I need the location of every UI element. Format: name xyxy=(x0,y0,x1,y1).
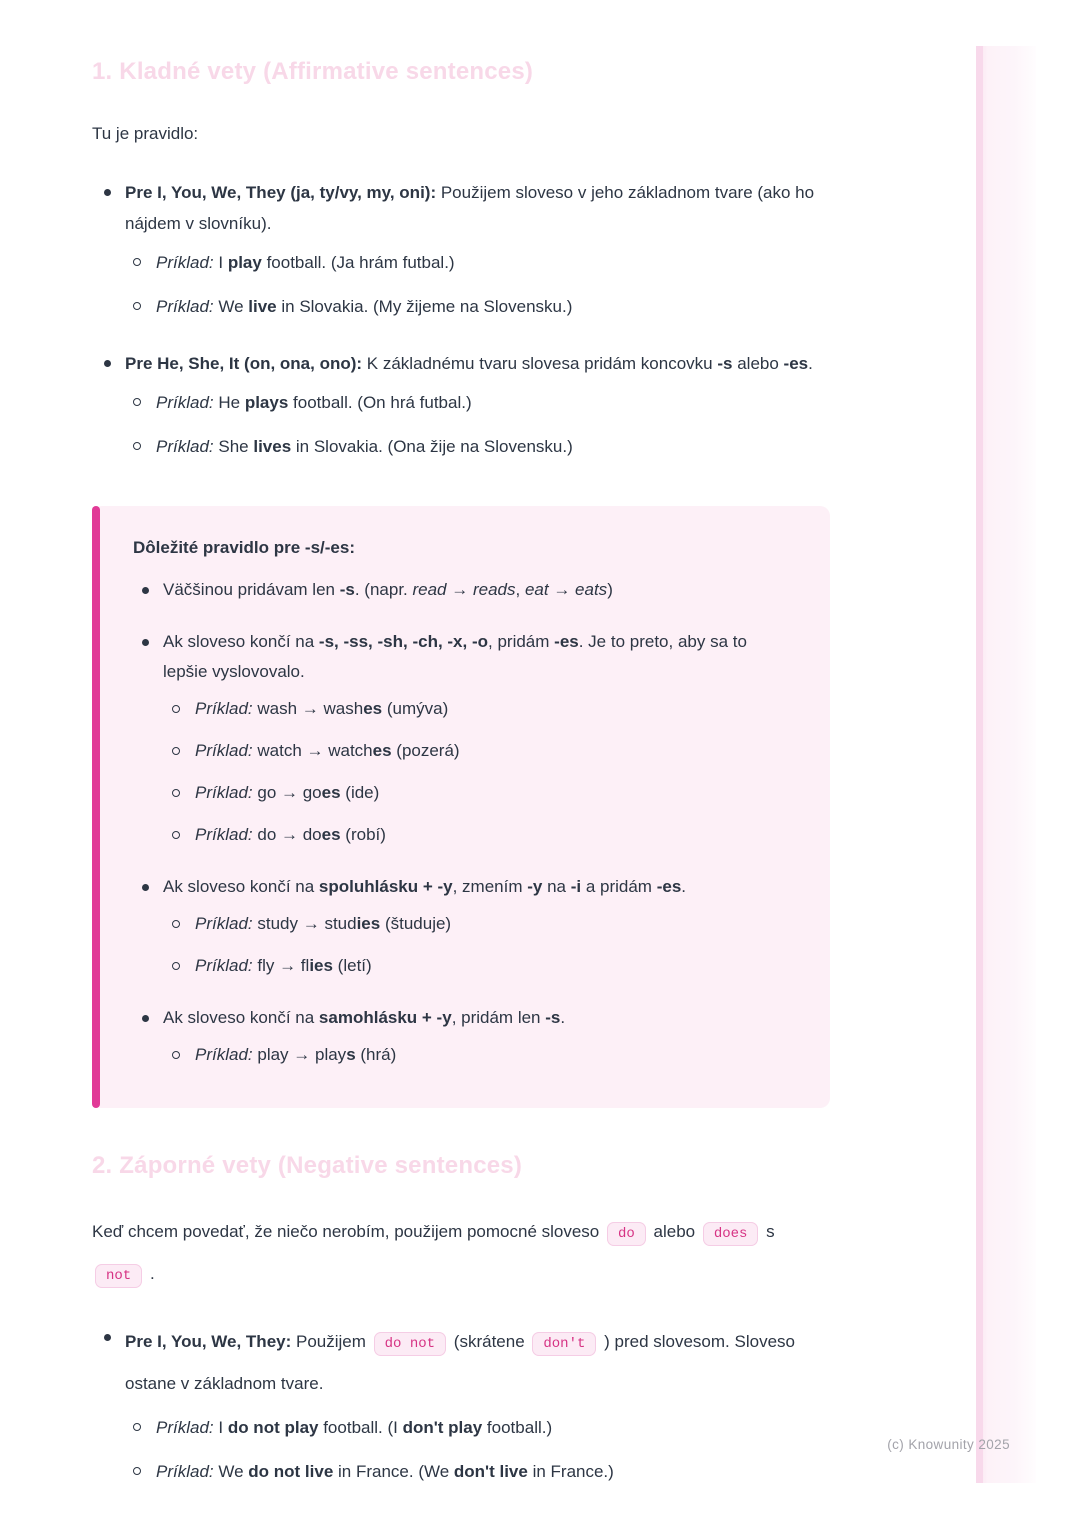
document-content xyxy=(92,40,830,1513)
rule-text: Ak sloveso končí na samohlásku + -y, pridám len -s. xyxy=(163,1008,566,1027)
negative-rules-list xyxy=(92,1322,830,1487)
section-1-intro: Tu je pravidlo: xyxy=(92,124,199,143)
list-item xyxy=(195,820,790,850)
list-item xyxy=(125,1322,830,1487)
section-2-heading: 2. Záporné vety (Negative sentences) xyxy=(92,1152,523,1179)
list-item xyxy=(195,909,790,939)
callout-rules-list xyxy=(133,575,790,1070)
list-item xyxy=(156,1456,830,1487)
margin-stripe xyxy=(976,46,983,1483)
rule-text: Pre He, She, It (on, ona, ono): K základnému tvaru slovesa pridám koncovku -s alebo -es. xyxy=(125,354,813,373)
copyright: (c) Knowunity 2025 xyxy=(887,1437,1010,1452)
example-text: Príklad: do → does (robí) xyxy=(195,825,386,844)
page-margin-decoration xyxy=(976,46,1036,1483)
rule-text: Väčšinou pridávam len -s. (napr. read → reads, eat → eats) xyxy=(163,580,613,599)
rule-text: Ak sloveso končí na spoluhlásku + -y, zmením -y na -i a pridám -es. xyxy=(163,877,687,896)
list-item xyxy=(163,872,790,981)
list-item xyxy=(125,177,830,322)
callout-accent-bar xyxy=(92,506,100,1108)
section-2-intro: Keď chcem povedať, že niečo nerobím, použijem pomocné sloveso do alebo does s not . xyxy=(92,1212,830,1296)
example-text: Príklad: watch → watches (pozerá) xyxy=(195,741,460,760)
examples-list xyxy=(163,1040,790,1070)
list-item xyxy=(163,575,790,605)
list-item xyxy=(195,694,790,724)
examples-list xyxy=(163,909,790,981)
rule-text: Pre I, You, We, They: Použijem do not (skrátene don't ) pred slovesom. Sloveso ostane v základnom tvare. xyxy=(125,1332,795,1393)
example-text: Príklad: study → studies (študuje) xyxy=(195,914,452,933)
rule-text: Ak sloveso končí na -s, -ss, -sh, -ch, -x, -o, pridám -es. Je to preto, aby sa to lepšie vyslovovalo. xyxy=(163,632,747,681)
list-item xyxy=(156,431,830,462)
list-item xyxy=(195,1040,790,1070)
list-item xyxy=(195,736,790,766)
list-item xyxy=(163,627,790,850)
example-text: Príklad: I do not play football. (I don't play football.) xyxy=(156,1418,553,1437)
example-text: Príklad: fly → flies (letí) xyxy=(195,956,372,975)
list-item xyxy=(125,348,830,462)
list-item xyxy=(195,778,790,808)
example-text: Príklad: She lives in Slovakia. (Ona žije na Slovensku.) xyxy=(156,437,573,456)
example-text: Príklad: I play football. (Ja hrám futbal.) xyxy=(156,253,455,272)
example-text: Príklad: go → goes (ide) xyxy=(195,783,380,802)
examples-list xyxy=(125,387,830,462)
example-text: Príklad: play → plays (hrá) xyxy=(195,1045,397,1064)
list-item xyxy=(195,951,790,981)
important-rule-callout xyxy=(92,506,830,1108)
callout-title: Dôležité pravidlo pre -s/-es: xyxy=(133,538,355,557)
example-text: Príklad: wash → washes (umýva) xyxy=(195,699,449,718)
list-item xyxy=(156,387,830,418)
affirmative-rules-list xyxy=(92,177,830,462)
examples-list xyxy=(125,247,830,322)
example-text: Príklad: We live in Slovakia. (My žijeme na Slovensku.) xyxy=(156,297,573,316)
example-text: Príklad: He plays football. (On hrá futbal.) xyxy=(156,393,472,412)
rule-text: Pre I, You, We, They (ja, ty/vy, my, oni): Použijem sloveso v jeho základnom tvare (ako ho nájdem v slovníku). xyxy=(125,183,815,233)
list-item xyxy=(156,291,830,322)
list-item xyxy=(163,1003,790,1070)
example-text: Príklad: We do not live in France. (We don't live in France.) xyxy=(156,1462,614,1481)
examples-list xyxy=(163,694,790,850)
section-1-heading: 1. Kladné vety (Affirmative sentences) xyxy=(92,58,534,85)
list-item xyxy=(156,247,830,278)
